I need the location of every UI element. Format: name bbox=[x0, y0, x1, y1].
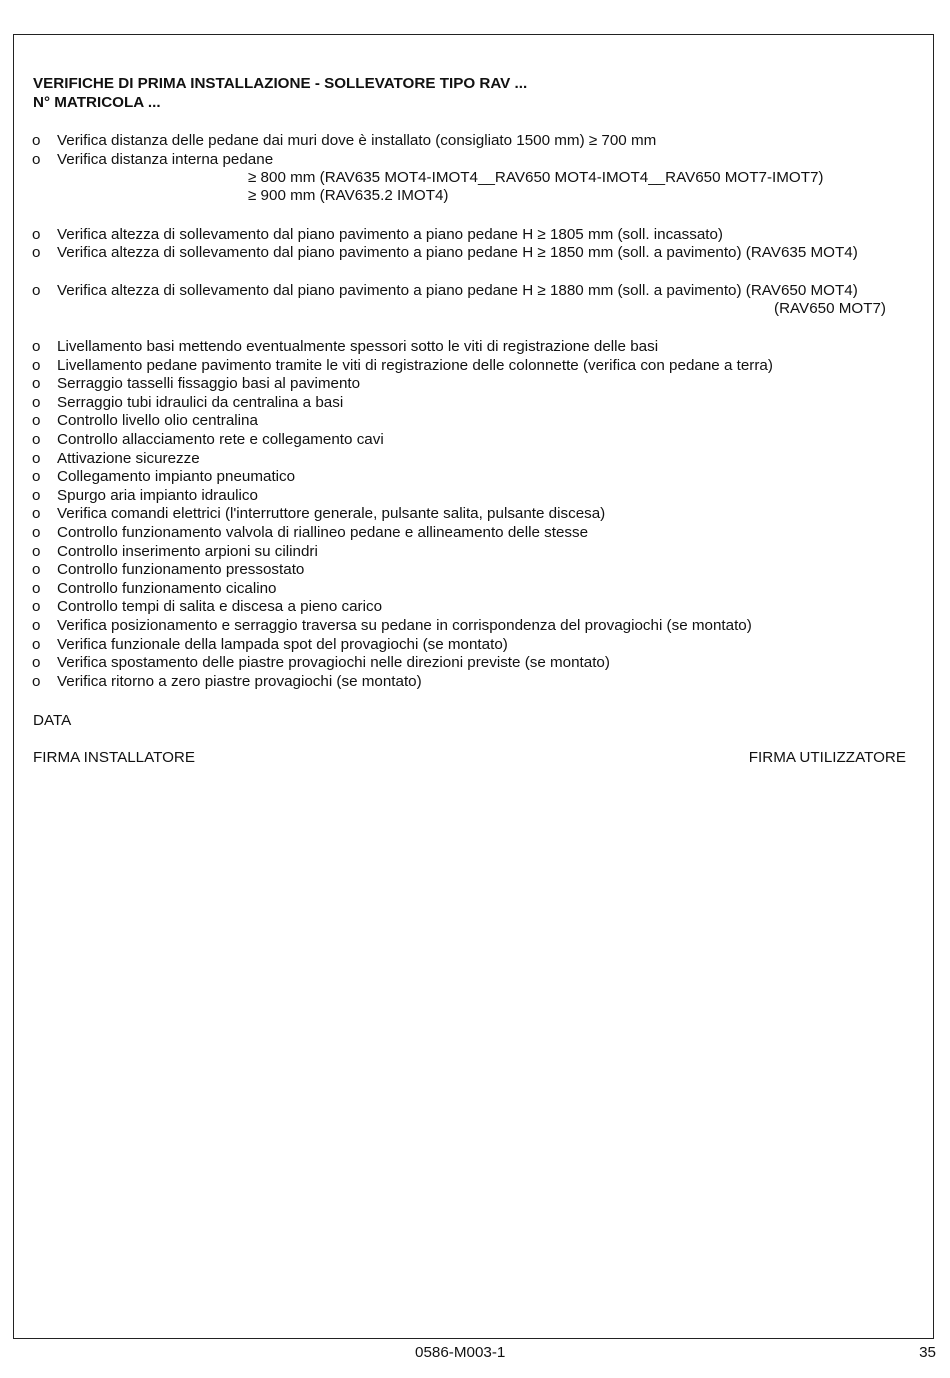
checklist-item: Verifica comandi elettrici (l'interruttore generale, pulsante salita, pulsante discesa) bbox=[57, 505, 606, 523]
bullet: o bbox=[32, 151, 41, 168]
bullet: o bbox=[32, 561, 41, 579]
height-check-1880-cont: (RAV650 MOT7) bbox=[774, 300, 886, 317]
checklist-item: Livellamento pedane pavimento tramite le viti di registrazione delle colonnette (verifica con pedane a terra) bbox=[57, 356, 773, 374]
bullet: o bbox=[32, 226, 41, 243]
bullet: o bbox=[32, 468, 41, 486]
height-check-1850: Verifica altezza di sollevamento dal piano pavimento a piano pedane H ≥ 1850 mm (soll. a pavimento) (RAV635 MOT4) bbox=[57, 244, 858, 261]
installer-signature-label: FIRMA INSTALLATORE bbox=[33, 749, 196, 766]
checklist-item: Verifica posizionamento e serraggio traversa su pedane in corrispondenza del provagiochi (se montato) bbox=[57, 617, 752, 634]
distance-check-walls: Verifica distanza delle pedane dai muri dove è installato (consigliato 1500 mm) ≥ 700 mm bbox=[57, 132, 657, 149]
bullet: o bbox=[32, 635, 41, 653]
checklist-item: Livellamento basi mettendo eventualmente spessori sotto le viti di registrazione delle basi bbox=[57, 338, 659, 355]
bullet: o bbox=[32, 654, 41, 672]
bullet: o bbox=[32, 486, 41, 504]
bullet: o bbox=[32, 338, 41, 355]
document-title: VERIFICHE DI PRIMA INSTALLAZIONE - SOLLEVATORE TIPO RAV ... bbox=[33, 75, 528, 92]
bullet: o bbox=[32, 431, 41, 448]
date-label: DATA bbox=[33, 712, 72, 729]
bullet: o bbox=[32, 132, 41, 149]
checklist-item: Controllo livello olio centralina bbox=[57, 412, 258, 430]
checklist-item: Controllo funzionamento valvola di riallineo pedane e allineamento delle stesse bbox=[57, 524, 589, 541]
serial-number-label: N° MATRICOLA ... bbox=[33, 94, 161, 111]
document-code: 0586-M003-1 bbox=[415, 1344, 506, 1361]
distance-check-internal: Verifica distanza interna pedane bbox=[57, 151, 274, 168]
distance-sub-900: ≥ 900 mm (RAV635.2 IMOT4) bbox=[248, 187, 449, 204]
height-check-1805: Verifica altezza di sollevamento dal piano pavimento a piano pedane H ≥ 1805 mm (soll. incassato) bbox=[57, 226, 723, 243]
user-signature-label: FIRMA UTILIZZATORE bbox=[748, 749, 906, 766]
bullet: o bbox=[32, 617, 41, 634]
bullet: o bbox=[32, 356, 41, 374]
checklist-item: Controllo inserimento arpioni su cilindri bbox=[57, 542, 318, 560]
bullet: o bbox=[32, 598, 41, 616]
bullet: o bbox=[32, 282, 41, 299]
page-number: 35 bbox=[919, 1344, 936, 1361]
bullet: o bbox=[32, 393, 41, 411]
checklist-item: Controllo tempi di salita e discesa a pieno carico bbox=[57, 598, 383, 616]
checklist-item: Controllo allacciamento rete e collegamento cavi bbox=[57, 431, 384, 448]
checklist-item: Serraggio tubi idraulici da centralina a basi bbox=[57, 393, 344, 411]
checklist-item: Verifica ritorno a zero piastre provagiochi (se montato) bbox=[57, 672, 422, 690]
bullet: o bbox=[32, 449, 41, 467]
bullet: o bbox=[32, 244, 41, 261]
height-check-1880: Verifica altezza di sollevamento dal piano pavimento a piano pedane H ≥ 1880 mm (soll. a pavimento) (RAV650 MOT4) bbox=[57, 282, 858, 299]
distance-sub-800: ≥ 800 mm (RAV635 MOT4-IMOT4__RAV650 MOT4-IMOT4__RAV650 MOT7-IMOT7) bbox=[248, 169, 824, 186]
checklist-item: Collegamento impianto pneumatico bbox=[57, 468, 296, 486]
checklist-item: Attivazione sicurezze bbox=[57, 449, 200, 467]
bullet: o bbox=[32, 524, 41, 541]
checklist-item: Spurgo aria impianto idraulico bbox=[57, 486, 258, 504]
bullet: o bbox=[32, 375, 41, 393]
bullet: o bbox=[32, 505, 41, 523]
bullet: o bbox=[32, 672, 41, 690]
checklist-item: Controllo funzionamento cicalino bbox=[57, 579, 277, 597]
checklist-item: Verifica funzionale della lampada spot del provagiochi (se montato) bbox=[57, 635, 508, 653]
checklist-item: Serraggio tasselli fissaggio basi al pavimento bbox=[57, 375, 361, 393]
bullet: o bbox=[32, 579, 41, 597]
checklist-item: Controllo funzionamento pressostato bbox=[57, 561, 305, 579]
bullet: o bbox=[32, 412, 41, 430]
bullet: o bbox=[32, 542, 41, 560]
checklist-item: Verifica spostamento delle piastre provagiochi nelle direzioni previste (se montato) bbox=[57, 654, 610, 672]
